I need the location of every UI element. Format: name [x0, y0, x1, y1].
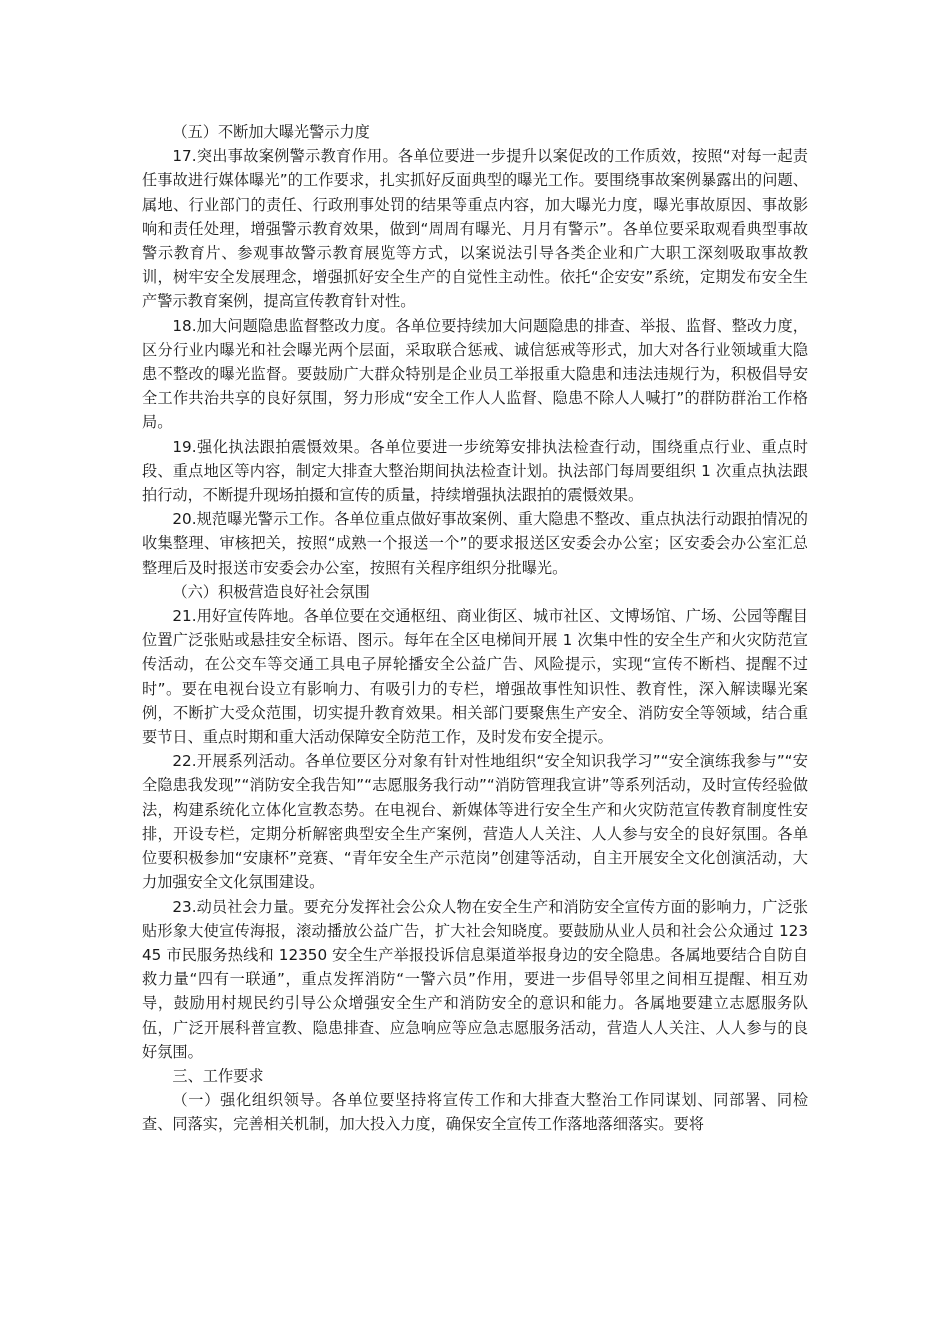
paragraph-19: 19.强化执法跟拍震慑效果。各单位要进一步统筹安排执法检查行动，围绕重点行业、重点时段、重点地区等内容，制定大排查大整治期间执法检查计划。执法部门每周要组织 1 次重点执法跟拍行动，不断提升现场拍摄和宣传的质量，持续增强执法跟拍的震慑效果。	[142, 437, 808, 505]
paragraph-18: 18.加大问题隐患监督整改力度。各单位要持续加大问题隐患的排查、举报、监督、整改力度，区分行业内曝光和社会曝光两个层面，采取联合惩戒、诚信惩戒等形式，加大对各行业领域重大隐患不整改的曝光监督。要鼓励广大群众特别是企业员工举报重大隐患和违法违规行为，积极倡导安全工作共治共享的良好氛围，努力形成“安全工作人人监督、隐患不除人人喊打”的群防群治工作格局。	[142, 316, 808, 432]
paragraph-requirements-1: （一）强化组织领导。各单位要坚持将宣传工作和大排查大整治工作同谋划、同部署、同检查、同落实，完善相关机制，加大投入力度，确保安全宣传工作落地落细落实。要将	[142, 1091, 808, 1134]
section-heading-3: 三、工作要求	[172, 1066, 264, 1085]
paragraph-23: 23.动员社会力量。要充分发挥社会公众人物在安全生产和消防安全宣传方面的影响力，广泛张贴形象大使宣传海报，滚动播放公益广告，扩大社会知晓度。要鼓励从业人员和社会公众通过 12345 市民服务热线和 12350 安全生产举报投诉信息渠道举报身边的安全隐患。各属地要结合自防自救力量“四有一联通”，重点发挥消防“一警六员”作用，要进一步倡导邻里之间相互提醒、相互劝导，鼓励用村规民约引导公众增强安全生产和消防安全的意识和能力。各属地要建立志愿服务队伍，广泛开展科普宣教、隐患排查、应急响应等应急志愿服务活动，营造人人关注、人人参与的良好氛围。	[142, 897, 808, 1061]
paragraph-20: 20.规范曝光警示工作。各单位重点做好事故案例、重大隐患不整改、重点执法行动跟拍情况的收集整理、审核把关，按照“成熟一个报送一个”的要求报送区安委会办公室；区安委会办公室汇总整理后及时报送市安委会办公室，按照有关程序组织分批曝光。	[142, 510, 808, 577]
paragraph-22: 22.开展系列活动。各单位要区分对象有针对性地组织“安全知识我学习”“安全演练我参与”“安全隐患我发现”“消防安全我告知”“志愿服务我行动”“消防管理我宣讲”等系列活动，及时宣传经验做法，构建系统化立体化宣教态势。在电视台、新媒体等进行安全生产和火灾防范宣传教育制度性安排，开设专栏，定期分析解密典型安全生产案例，营造人人关注、人人参与安全的良好氛围。各单位要积极参加“安康杯”竞赛、“青年安全生产示范岗”创建等活动，自主开展安全文化创演活动，大力加强安全文化氛围建设。	[142, 752, 808, 892]
section-heading-6: （六）积极营造良好社会氛围	[172, 582, 370, 601]
document-body	[142, 120, 808, 1137]
paragraph-17: 17.突出事故案例警示教育作用。各单位要进一步提升以案促改的工作质效，按照“对每一起责任事故进行媒体曝光”的工作要求，扎实抓好反面典型的曝光工作。要围绕事故案例暴露出的问题、属地、行业部门的责任、行政刑事处罚的结果等重点内容，加大曝光力度，曝光事故原因、事故影响和责任处理，增强警示教育效果，做到“周周有曝光、月月有警示”。各单位要采取观看典型事故警示教育片、参观事故警示教育展览等方式，以案说法引导各类企业和广大职工深刻吸取事故教训，树牢安全发展理念，增强抓好安全生产的自觉性主动性。依托“企安安”系统，定期发布安全生产警示教育案例，提高宣传教育针对性。	[142, 147, 808, 311]
paragraph-21: 21.用好宣传阵地。各单位要在交通枢纽、商业街区、城市社区、文博场馆、广场、公园等醒目位置广泛张贴或悬挂安全标语、图示。每年在全区电梯间开展 1 次集中性的安全生产和火灾防范宣传活动，在公交车等交通工具电子屏轮播安全公益广告、风险提示，实现“宣传不断档、提醒不过时”。要在电视台设立有影响力、有吸引力的专栏，增强故事性知识性、教育性，深入解读曝光案例，不断扩大受众范围，切实提升教育效果。相关部门要聚焦生产安全、消防安全等领域，结合重要节日、重点时期和重大活动保障安全防范工作，及时发布安全提示。	[142, 607, 808, 747]
section-heading-5: （五）不断加大曝光警示力度	[172, 123, 370, 141]
